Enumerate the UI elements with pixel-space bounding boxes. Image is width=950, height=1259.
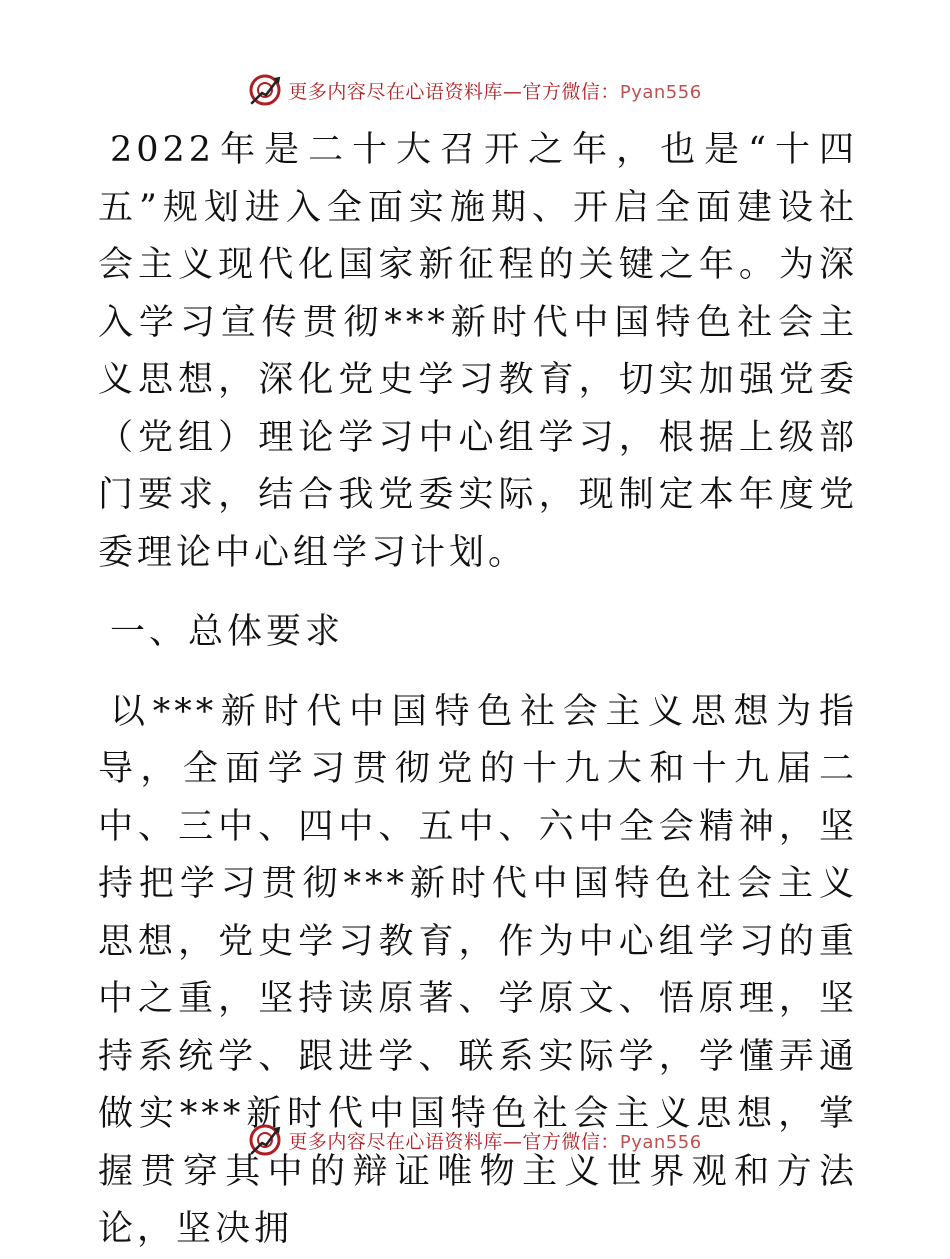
banner-text <box>288 77 701 104</box>
section-paragraph: 以***新时代中国特色社会主义思想为指导，全面学习贯彻党的十九大和十九届二中、三中、四中、五中、六中全会精神，坚持把学习贯彻***新时代中国特色社会主义思想，党史学习教育，作为中心组学习的重中之重，坚持读原著、学原文、悟原理，坚持系统学、跟进学、联系实际学，学懂弄通做实***新时代中国特色社会主义思想，掌握贯穿其中的辩证唯物主义世界观和方法论，坚决拥 <box>98 691 858 1249</box>
document-body <box>98 122 858 1259</box>
banner-slogan: 更多内容尽在心语资料库—官方微信： <box>288 1130 620 1153</box>
intro-paragraph: 2022年是二十大召开之年，也是“十四五”规划进入全面实施期、开启全面建设社会主义现代化国家新征程的关键之年。为深入学习宣传贯彻***新时代中国特色社会主义思想，深化党史学习教育，切实加强党委（党组）理论学习中心组学习，根据上级部门要求，结合我党委实际，现制定本年度党委理论中心组学习计划。 <box>98 130 858 573</box>
banner-contact: Pyan556 <box>619 1131 702 1153</box>
section-heading: 一、总体要求 <box>110 612 345 652</box>
logo-icon <box>248 73 282 107</box>
footer-banner <box>0 1120 950 1160</box>
logo-icon <box>248 1123 282 1157</box>
banner-contact: Pyan556 <box>619 81 702 103</box>
header-banner <box>0 70 950 110</box>
banner-text <box>288 1127 701 1154</box>
banner-slogan: 更多内容尽在心语资料库—官方微信： <box>288 80 620 103</box>
